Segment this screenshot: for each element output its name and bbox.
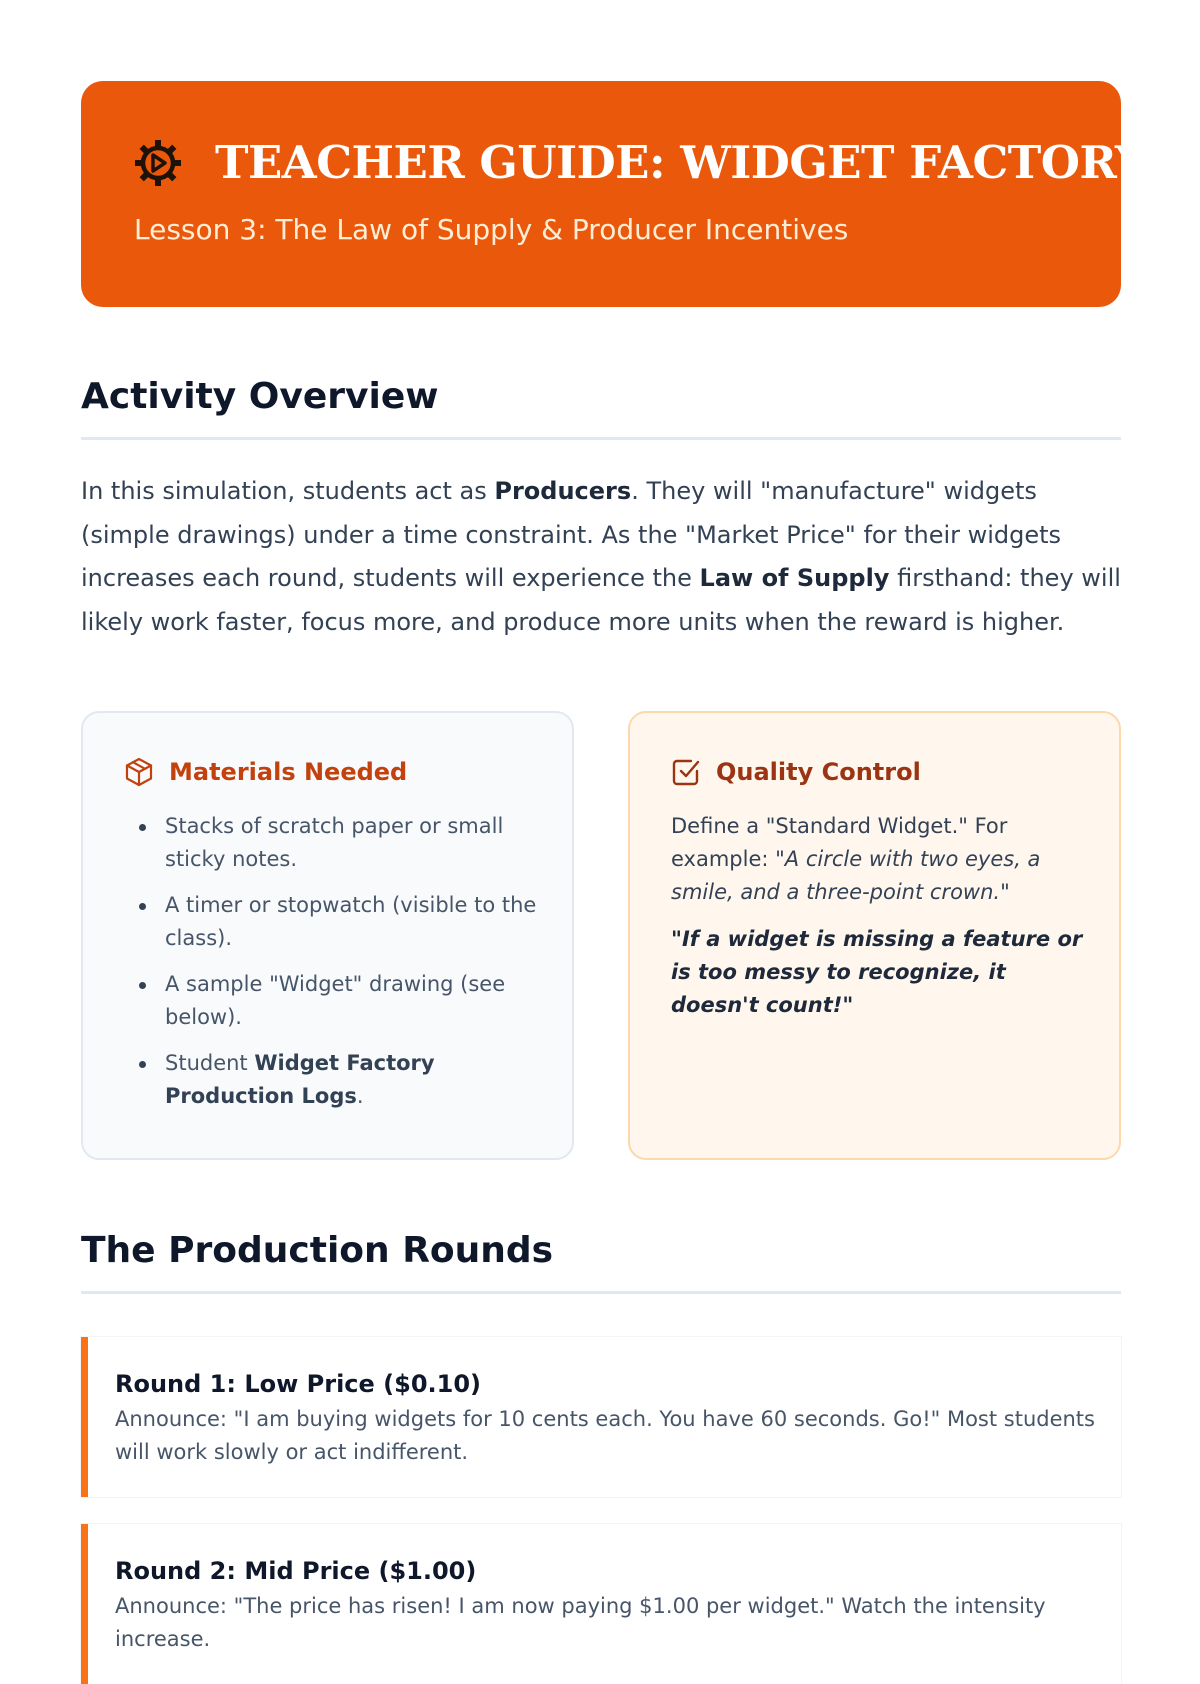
quality-title: Quality Control <box>716 758 921 786</box>
round-title: Round 2: Mid Price ($1.00) <box>115 1557 477 1585</box>
page-title: TEACHER GUIDE: WIDGET FACTORY <box>215 136 1147 189</box>
list-item: Stacks of scratch paper or small sticky notes. <box>125 810 545 876</box>
list-item: A timer or stopwatch (visible to the class). <box>125 889 545 955</box>
materials-title: Materials Needed <box>169 758 408 786</box>
round-description: Announce: "I am buying widgets for 10 cents each. You have 60 seconds. Go!" Most students will work slowly or act indifferent. <box>115 1407 1095 1464</box>
bold-law-of-supply: Law of Supply <box>699 564 890 592</box>
bold-producers: Producers <box>494 477 632 505</box>
quality-rule: "If a widget is missing a feature or is too messy to recognize, it doesn't count!" <box>671 927 1083 1017</box>
round-card <box>81 1337 1121 1497</box>
checkbox-icon <box>671 757 701 787</box>
round-description: Announce: "The price has risen! I am now paying $1.00 per widget." Watch the intensity increase. <box>115 1594 1046 1651</box>
materials-list <box>125 810 545 1126</box>
page-subtitle: Lesson 3: The Law of Supply & Producer Incentives <box>134 213 849 246</box>
overview-paragraph: In this simulation, students act as Producers. They will "manufacture" widgets (simple drawings) under a time constraint. As the "Market Price" for their widgets increases each round, students will experience the Law of Supply firsthand: they will likely work faster, focus more, and produce more units when the reward is higher. <box>81 477 1121 636</box>
list-item: A sample "Widget" drawing (see below). <box>125 968 545 1034</box>
list-item: Student Widget Factory Production Logs. <box>125 1047 545 1113</box>
overview-heading: Activity Overview <box>81 375 1121 440</box>
rounds-heading: The Production Rounds <box>81 1229 1121 1294</box>
quality-definition: Define a "Standard Widget." For example: "A circle with two eyes, a smile, and a three-point crown." <box>671 814 1041 904</box>
widget-example: "A circle with two eyes, a smile, and a three-point crown." <box>671 847 1041 904</box>
package-icon <box>124 757 154 787</box>
round-title: Round 1: Low Price ($0.10) <box>115 1370 481 1398</box>
round-card <box>81 1524 1121 1684</box>
header-banner <box>81 81 1147 307</box>
gear-icon <box>132 137 184 189</box>
quality-card <box>628 711 1121 1160</box>
materials-card <box>81 711 574 1160</box>
